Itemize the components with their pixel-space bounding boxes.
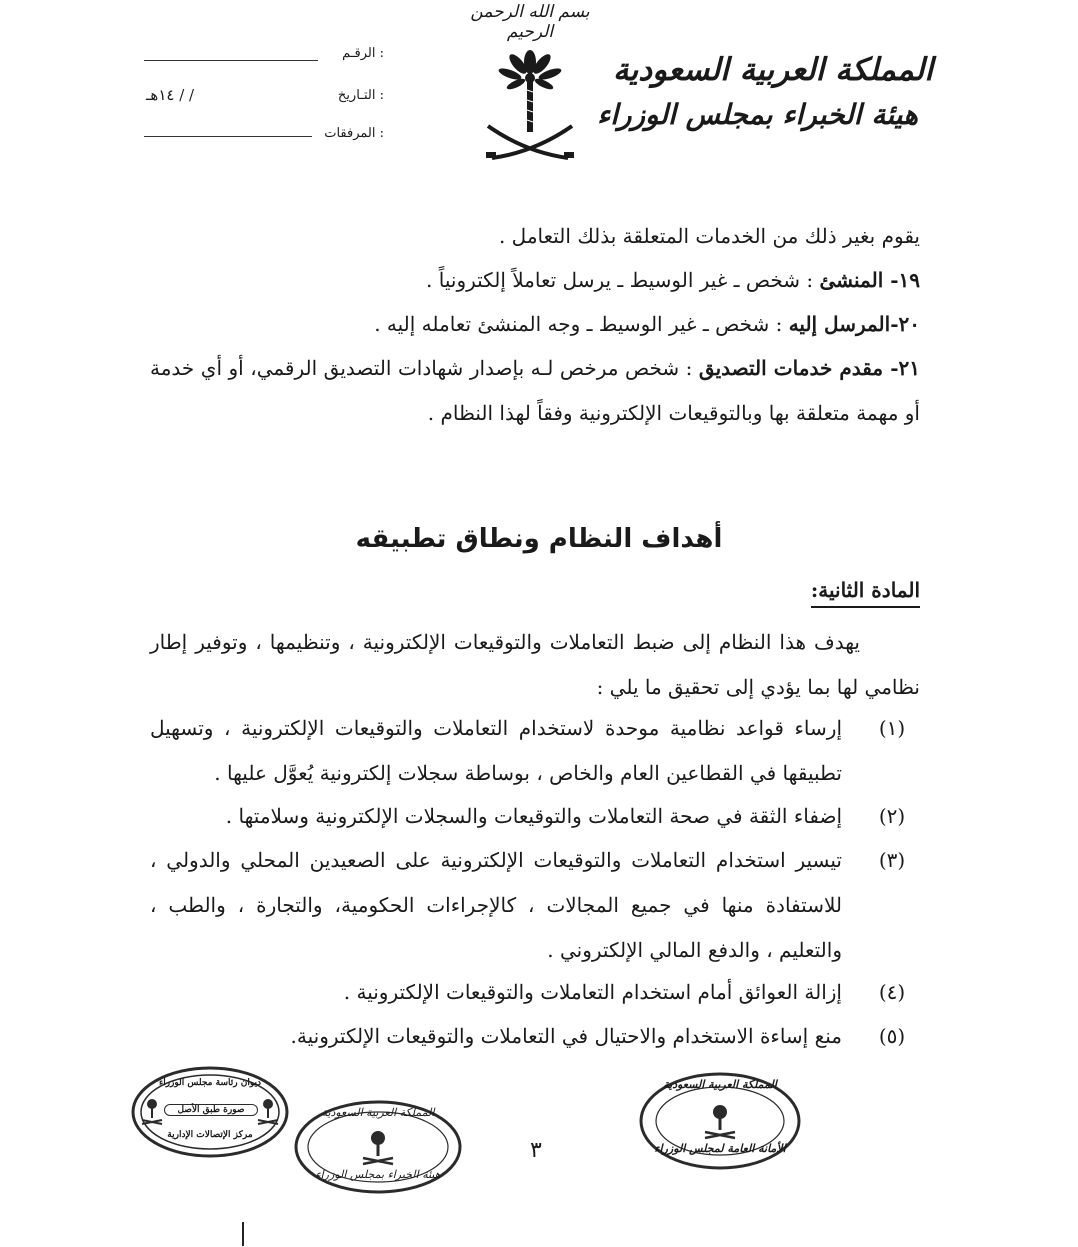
definition-21-text: : شخص مرخص لـه بإصدار شهادات التصديق الرقمي، أو أي خدمة أو مهمة متعلقة بها وبالتوقيعات الإلكترونية وفقاً لهذا النظام .: [150, 356, 920, 425]
date-label: التـاريخ :: [337, 88, 384, 103]
margin-mark: [242, 1222, 244, 1246]
article-intro: يهدف هذا النظام إلى ضبط التعاملات والتوقيعات الإلكترونية ، وتنظيمها ، وتوفير إطار نظامي لها بما يؤدي إلى تحقيق ما يلي :: [150, 630, 920, 699]
secretariat-stamp: [638, 1070, 802, 1176]
board-title: هيئة الخبراء بمجلس الوزراء: [597, 98, 918, 131]
list-item-number: (٣): [878, 848, 906, 872]
page-number: ٣: [530, 1138, 542, 1163]
list-item: [150, 838, 920, 973]
experts-board-stamp-bottom: هيئة الخبراء بمجلس الوزراء: [315, 1168, 441, 1181]
attachments-line: [144, 136, 312, 137]
list-item-text: إزالة العوائق أمام استخدام التعاملات والتوقيعات الإلكترونية .: [343, 980, 842, 1004]
article-title: المادة الثانية:: [811, 574, 920, 608]
section-heading: أهداف النظام ونطاق تطبيقه: [355, 524, 723, 554]
presidency-stamp: [130, 1064, 290, 1164]
presidency-stamp-line1: ديوان رئاسة مجلس الوزراء: [158, 1078, 262, 1088]
experts-board-stamp: [293, 1098, 463, 1200]
basmala: بسم الله الرحمن الرحيم: [470, 2, 590, 42]
list-item-text: إرساء قواعد نظامية موحدة لاستخدام التعاملات والتوقيعات الإلكترونية ، وتسهيل تطبيقها في القطاعين العام والخاص ، بوساطة سجلات إلكترونية يُعوَّل عليها .: [150, 716, 842, 785]
list-item-number: (٤): [878, 980, 906, 1004]
list-item-number: (٢): [878, 804, 906, 828]
definition-19-text: : شخص ـ غير الوسيط ـ يرسل تعاملاً إلكترونياً .: [426, 268, 814, 292]
definition-20: [150, 302, 920, 347]
presidency-stamp-line2: صورة طبق الأصل: [164, 1104, 258, 1116]
list-item: [150, 706, 920, 796]
list-item: [150, 970, 920, 1015]
definition-20-term: ٢٠-المرسل إليه: [788, 312, 920, 336]
list-item-number: (١): [878, 716, 906, 740]
definition-19: [150, 258, 920, 303]
ref-field: [140, 46, 384, 66]
intro-line: يقوم بغير ذلك من الخدمات المتعلقة بذلك التعامل .: [498, 224, 920, 248]
date-value: / / ١٤هـ: [146, 86, 195, 104]
ref-label: الرقـم :: [342, 46, 384, 61]
list-item-text: إضفاء الثقة في صحة التعاملات والتوقيعات والسجلات الإلكترونية وسلامتها .: [225, 804, 842, 828]
list-item: [150, 1014, 920, 1059]
experts-board-stamp-top: المملكة العربية السعودية: [321, 1106, 435, 1119]
definition-21-term: ٢١- مقدم خدمات التصديق: [698, 356, 921, 380]
attachments-label: المرفقات :: [324, 126, 384, 141]
list-item-text: تيسير استخدام التعاملات والتوقيعات الإلكترونية على الصعيدين المحلي والدولي ، للاستفادة منها في جميع المجالات ، كالإجراءات الحكومية، والتجارة ، والطب ، والتعليم ، والدفع المالي الإلكتروني .: [150, 848, 842, 962]
secretariat-stamp-bottom: الأمانة العامة لمجلس الوزراء: [654, 1142, 786, 1155]
secretariat-stamp-top: المملكة العربية السعودية: [663, 1078, 777, 1091]
definition-19-term: ١٩- المنشئ: [819, 268, 920, 292]
kingdom-title: المملكة العربية السعودية: [613, 52, 933, 88]
definition-20-text: : شخص ـ غير الوسيط ـ وجه المنشئ تعامله إليه .: [374, 312, 783, 336]
ref-line: [144, 60, 318, 61]
date-field: [140, 88, 384, 108]
list-item-number: (٥): [878, 1024, 906, 1048]
list-item-text: منع إساءة الاستخدام والاحتيال في التعاملات والتوقيعات الإلكترونية.: [290, 1024, 842, 1048]
presidency-stamp-line3: مركز الإتصالات الإدارية: [167, 1130, 253, 1140]
definition-21: [150, 346, 920, 436]
list-item: [150, 794, 920, 839]
saudi-emblem-icon: [480, 40, 580, 172]
attachments-field: [140, 126, 384, 146]
